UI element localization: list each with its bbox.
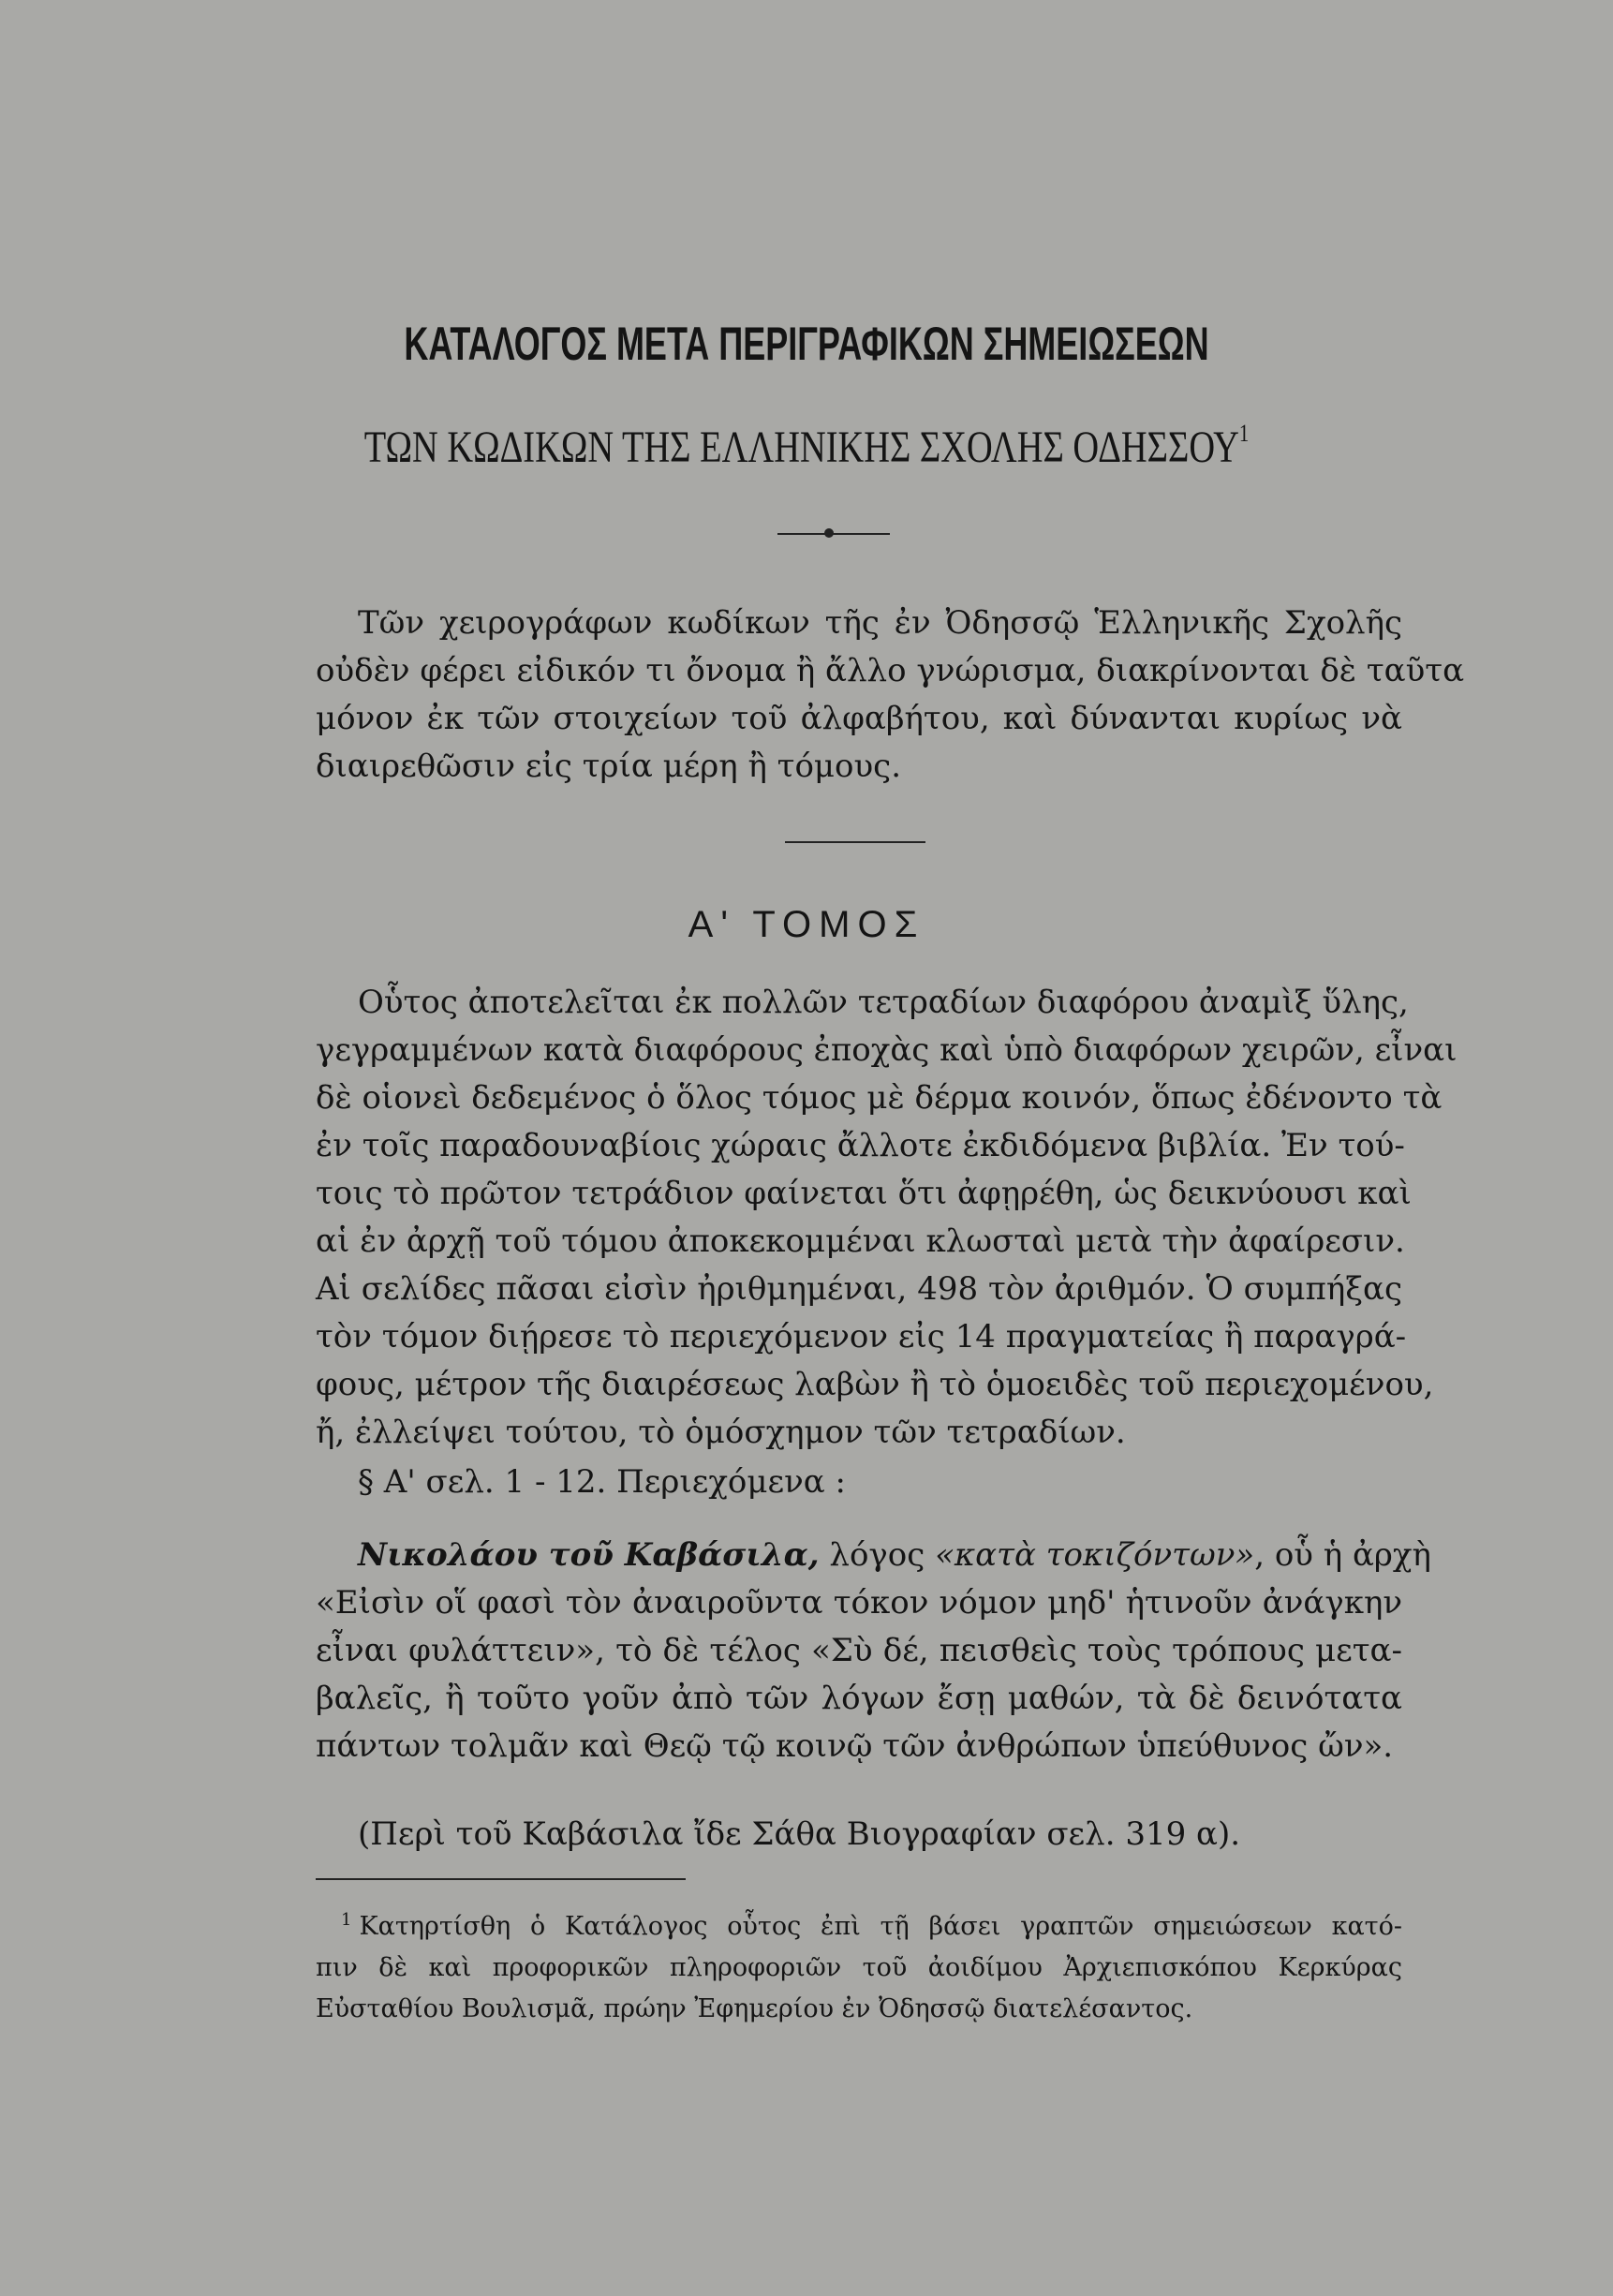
footnote-mark: 1 bbox=[341, 1910, 352, 1930]
entry-line: «Εἰσὶν οἵ φασὶ τὸν ἀναιροῦντα τόκον νόμον μηδ' ἡτινοῦν ἀνάγκην bbox=[316, 1584, 1402, 1622]
section-line: § Α' σελ. 1 - 12. Περιεχόμενα : bbox=[358, 1463, 846, 1501]
intro-line: Τῶν χειρογράφων κωδίκων τῆς ἐν Ὀδησσῷ Ἑλληνικῆς Σχολῆς bbox=[358, 604, 1402, 642]
section-divider bbox=[785, 841, 925, 843]
intro-line: οὐδὲν φέρει εἰδικόν τι ὄνομα ἢ ἄλλο γνώρισμα, διακρίνονται δὲ ταῦτα bbox=[316, 652, 1465, 689]
entry-work-title: «κατὰ τοκιζόντων» bbox=[935, 1536, 1255, 1574]
footnote-line: Εὐσταθίου Βουλισμᾶ, πρώην Ἐφημερίου ἐν Ὀδησσῷ διατελέσαντος. bbox=[316, 1994, 1193, 2023]
volume-line: τὸν τόμον διῄρεσε τὸ περιεχόμενον εἰς 14 πραγματείας ἢ παραγρά- bbox=[316, 1318, 1407, 1355]
entry-work-label: λόγος bbox=[819, 1536, 936, 1574]
footnote-line-text: Κατηρτίσθη ὁ Κατάλογος οὗτος ἐπὶ τῇ βάσει γραπτῶν σημειώσεων κατό- bbox=[359, 1912, 1402, 1941]
title-line-1: ΚΑΤΑΛΟΓΟΣ ΜΕΤΑ ΠΕΡΙΓΡΑΦΙΚΩΝ ΣΗΜΕΙΩΣΕΩΝ bbox=[404, 318, 1209, 370]
footnote-line: πιν δὲ καὶ προφορικῶν πληροφοριῶν τοῦ ἀοιδίμου Ἀρχιεπισκόπου Κερκύρας bbox=[316, 1953, 1402, 1982]
intro-line: διαιρεθῶσιν εἰς τρία μέρη ἢ τόμους. bbox=[316, 748, 902, 785]
volume-paragraph bbox=[316, 979, 1458, 1457]
footnote-rule bbox=[316, 1878, 686, 1880]
intro-paragraph bbox=[316, 600, 1465, 791]
entry-paragraph bbox=[316, 1532, 1431, 1770]
volume-line: γεγραμμένων κατὰ διαφόρους ἐποχὰς καὶ ὑπὸ διαφόρων χειρῶν, εἶναι bbox=[316, 1031, 1458, 1069]
entry-line: πάντων τολμᾶν καὶ Θεῷ τῷ κοινῷ τῶν ἀνθρώπων ὑπεύθυνος ὤν». bbox=[316, 1727, 1394, 1765]
volume-line: ἐν τοῖς παραδουναβίοις χώραις ἄλλοτε ἐκδιδόμενα βιβλία. Ἐν τού- bbox=[316, 1127, 1405, 1164]
title-line-2 bbox=[161, 420, 1452, 473]
footnote-line bbox=[316, 1900, 1402, 1948]
volume-heading: Α' ΤΟΜΟΣ bbox=[688, 904, 925, 945]
entry-line: βαλεῖς, ἢ τοῦτο γοῦν ἀπὸ τῶν λόγων ἔσῃ μαθών, τὰ δὲ δεινότατα bbox=[316, 1680, 1402, 1717]
title-footnote-mark: 1 bbox=[1238, 420, 1250, 447]
title-line-2-text: ΤΩΝ ΚΩΔΙΚΩΝ ΤΗΣ ΕΛΛΗΝΙΚΗΣ ΣΧΟΛΗΣ ΟΔΗΣΣΟΥ bbox=[363, 422, 1239, 472]
volume-line: Οὗτος ἀποτελεῖται ἐκ πολλῶν τετραδίων διαφόρου ἀναμὶξ ὕλης, bbox=[358, 984, 1409, 1021]
volume-line: δὲ οἱονεὶ δεδεμένος ὁ ὅλος τόμος μὲ δέρμα κοινόν, ὅπως ἐδένοντο τὰ bbox=[316, 1079, 1443, 1117]
entry-line-end: , οὗ ἡ ἀρχὴ bbox=[1254, 1536, 1431, 1574]
footnote bbox=[316, 1900, 1402, 2030]
volume-line: Αἱ σελίδες πᾶσαι εἰσὶν ἠριθμημέναι, 498 τὸν ἀριθμόν. Ὁ συμπήξας bbox=[316, 1270, 1402, 1308]
volume-line: ἤ, ἐλλείψει τούτου, τὸ ὁμόσχημον τῶν τετραδίων. bbox=[316, 1414, 1126, 1451]
entry-author: Νικολάου τοῦ Καβάσιλα, bbox=[358, 1536, 820, 1574]
ornament-rule bbox=[777, 533, 890, 535]
entry-line: εἶναι φυλάττειν», τὸ δὲ τέλος «Σὺ δέ, πεισθεὶς τοὺς τρόπους μετα- bbox=[316, 1632, 1402, 1669]
citation: (Περὶ τοῦ Καβάσιλα ἴδε Σάθα Βιογραφίαν σελ. 319 α). bbox=[358, 1815, 1241, 1853]
volume-line: φους, μέτρον τῆς διαιρέσεως λαβὼν ἢ τὸ ὁμοειδὲς τοῦ περιεχομένου, bbox=[316, 1366, 1434, 1403]
entry-first-line bbox=[316, 1532, 1431, 1579]
volume-line: τοις τὸ πρῶτον τετράδιον φαίνεται ὅτι ἀφῃρέθη, ὡς δεικνύουσι καὶ bbox=[316, 1175, 1412, 1212]
intro-line: μόνον ἐκ τῶν στοιχείων τοῦ ἀλφαβήτου, καὶ δύνανται κυρίως νὰ bbox=[316, 700, 1402, 737]
volume-line: αἱ ἐν ἀρχῇ τοῦ τόμου ἀποκεκομμέναι κλωσταὶ μετὰ τὴν ἀφαίρεσιν. bbox=[316, 1222, 1405, 1260]
ornament-dot bbox=[824, 528, 834, 538]
